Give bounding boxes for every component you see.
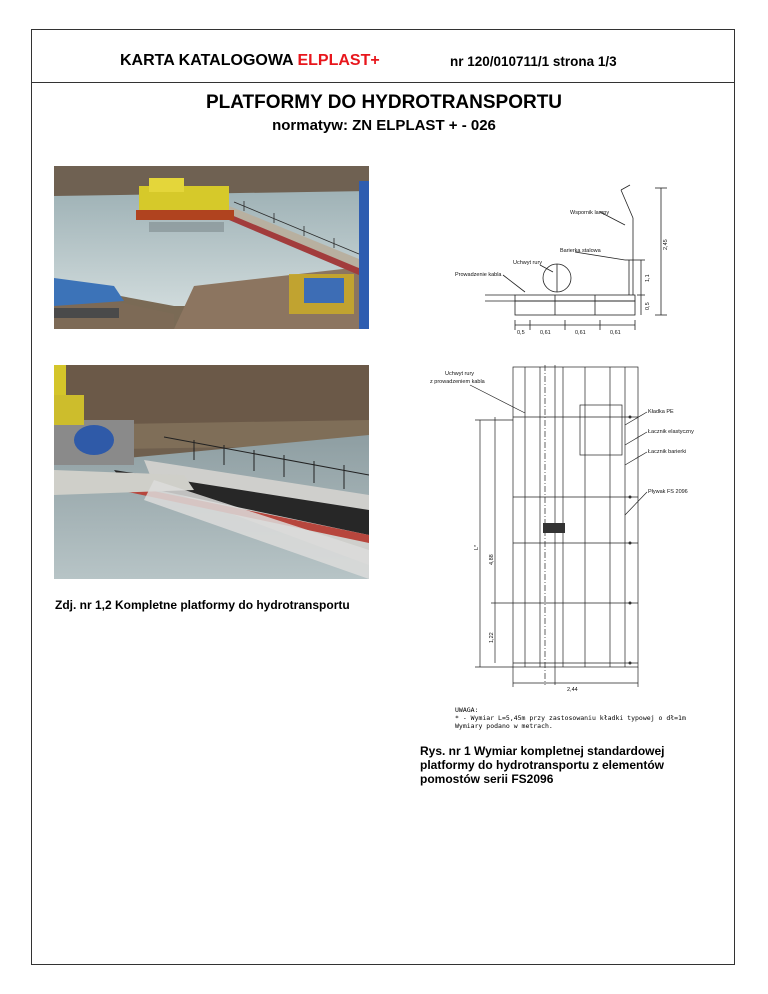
label-steel-rail: Barierka stalowa	[560, 248, 601, 254]
label-pipe-holder-cable-1: Uchwyt rury	[445, 371, 475, 377]
page-title: PLATFORMY DO HYDROTRANSPORTU	[205, 92, 563, 113]
note-heading: UWAGA:	[455, 706, 479, 714]
document-number: nr 120/010711/1 strona 1/3	[450, 54, 617, 69]
header-divider	[32, 82, 734, 83]
label-rail-joint: Łacznik barierki	[648, 449, 687, 455]
drawing-note	[455, 706, 686, 730]
dim-bottom-width: 2,44	[567, 687, 578, 693]
catalog-title	[120, 52, 380, 70]
plan-view-drawing	[415, 365, 715, 695]
note-line-1: * - Wymiar L=5,45m przy zastosowaniu kładki typowej o dł=1m	[455, 714, 686, 722]
photo-platform-2	[54, 365, 369, 579]
dim-right-3: 0,5	[645, 302, 651, 310]
page-subtitle: normatyw: ZN ELPLAST + - 026	[272, 117, 496, 134]
label-pipe-holder-cable-2: z prowadzeniem kabla	[430, 379, 485, 385]
dim-left-3: 1,22	[489, 632, 495, 643]
photo-platform-1	[54, 166, 369, 329]
cross-section-drawing	[425, 180, 670, 340]
photo-caption: Zdj. nr 1,2 Kompletne platformy do hydrotransportu	[55, 598, 350, 612]
dim-right-2: 1,1	[645, 274, 651, 282]
label-float: Pływak FS 2096	[648, 489, 688, 495]
dim-bottom-1: 0,5	[517, 330, 525, 336]
label-lamp-support: Wspornik lampy	[570, 210, 610, 216]
label-pipe-holder: Uchwyt rury	[513, 260, 543, 266]
catalog-label: KARTA KATALOGOWA	[120, 52, 298, 69]
dim-left-1: L*	[474, 544, 480, 550]
dim-left-2: 4,88	[489, 554, 495, 565]
dim-right-1: 2,45	[663, 239, 669, 250]
brand-name: ELPLAST+	[297, 52, 380, 69]
label-elastic-joint: Łacznik elastyczny	[648, 429, 694, 435]
note-line-2: Wymiary podano w metrach.	[455, 722, 553, 730]
label-walkway: Kładka PE	[648, 409, 674, 415]
drawing-caption: Rys. nr 1 Wymiar kompletnej standardowej platformy do hydrotransportu z elementów pomostów serii FS2096	[420, 744, 665, 786]
dim-bottom-3: 0,61	[575, 330, 586, 336]
dim-bottom-4: 0,61	[610, 330, 621, 336]
label-cable-guide: Prowadzenie kabla	[455, 272, 502, 278]
dim-bottom-2: 0,61	[540, 330, 551, 336]
